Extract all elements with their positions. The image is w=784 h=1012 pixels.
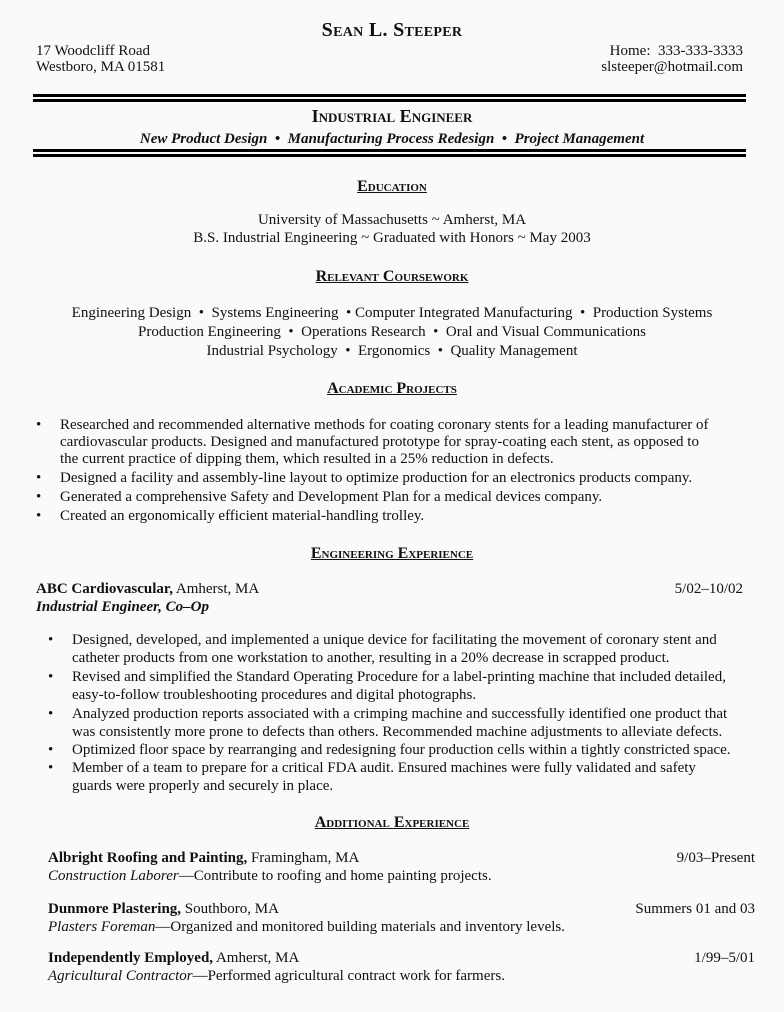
- coursework-line: Industrial Psychology • Ergonomics • Quality Management: [206, 343, 578, 359]
- location: Amherst, MA: [213, 950, 300, 966]
- dates: 5/02–10/02: [674, 581, 743, 597]
- dates: Summers 01 and 03: [635, 901, 755, 917]
- employer-line: [48, 900, 279, 918]
- coursework-line: Engineering Design • Systems Engineering • Computer Integrated Manufacturing • Production Systems: [71, 305, 713, 321]
- experience-line: Designed, developed, and implemented a unique device for facilitating the movement of coronary stent and: [72, 632, 717, 648]
- employer-line: [36, 580, 259, 598]
- phone: Home: 333-333-3333: [609, 43, 743, 59]
- description: —Contribute to roofing and home painting projects.: [178, 868, 492, 884]
- section-heading: Relevant Coursework: [315, 268, 469, 285]
- bullet-icon: •: [48, 669, 54, 685]
- dates: 1/99–5/01: [694, 950, 755, 966]
- address-line-1: 17 Woodcliff Road: [36, 43, 151, 59]
- employer-line: [48, 949, 299, 967]
- project-line: cardiovascular products. Designed and manufactured prototype for spray-coating each stent, as opposed to: [60, 434, 699, 450]
- experience-line: Optimized floor space by rearranging and redesigning four production cells within a tightly constricted space.: [72, 742, 731, 758]
- bullet-icon: •: [48, 760, 54, 776]
- experience-line: catheter products from one workstation to another, resulting in a 20% decrease in scrapped product.: [72, 650, 670, 666]
- experience-line: easy-to-follow troubleshooting procedures and digital photographs.: [72, 687, 477, 703]
- project-line: Created an ergonomically efficient material-handling trolley.: [60, 508, 425, 524]
- bullet-icon: •: [48, 706, 54, 722]
- bullet-icon: •: [36, 417, 42, 433]
- section-heading: Academic Projects: [327, 380, 457, 397]
- project-line: Designed a facility and assembly-line layout to optimize production for an electronics products company.: [60, 470, 693, 486]
- experience-line: Revised and simplified the Standard Operating Procedure for a label-printing machine that included detailed,: [72, 669, 726, 685]
- divider: [33, 149, 746, 152]
- role-line: [48, 967, 505, 985]
- project-line: Researched and recommended alternative methods for coating coronary stents for a leading manufacturer of: [60, 417, 709, 433]
- project-line: Generated a comprehensive Safety and Development Plan for a medical devices company.: [60, 489, 603, 505]
- description: —Performed agricultural contract work for farmers.: [192, 968, 505, 984]
- project-line: the current practice of dipping them, which resulted in a 25% reduction in defects.: [60, 451, 554, 467]
- bullet-icon: •: [48, 632, 54, 648]
- description: —Organized and monitored building materials and inventory levels.: [155, 919, 565, 935]
- divider: [33, 154, 746, 157]
- role: Plasters Foreman: [48, 919, 156, 935]
- section-heading: Education: [357, 178, 427, 195]
- education-line: B.S. Industrial Engineering ~ Graduated with Honors ~ May 2003: [193, 230, 591, 246]
- address-line-2: Westboro, MA 01581: [36, 59, 166, 75]
- experience-line: Analyzed production reports associated with a crimping machine and successfully identified one product that: [72, 706, 728, 722]
- divider: [33, 99, 746, 102]
- divider: [33, 94, 746, 97]
- role: Industrial Engineer, Co–Op: [36, 599, 209, 615]
- role-line: [48, 867, 492, 885]
- company: Dunmore Plastering,: [48, 901, 182, 917]
- bullet-icon: •: [36, 489, 42, 505]
- bullet-icon: •: [36, 508, 42, 524]
- experience-line: Member of a team to prepare for a critical FDA audit. Ensured machines were fully validated and safety: [72, 760, 696, 776]
- experience-line: was consistently more prone to defects than others. Recommended machine adjustments to alleviate defects.: [72, 724, 723, 740]
- location: Amherst, MA: [172, 581, 260, 597]
- section-heading: Engineering Experience: [310, 545, 474, 562]
- company: ABC Cardiovascular,: [36, 581, 173, 597]
- dates: 9/03–Present: [676, 850, 755, 866]
- role-line: [48, 918, 565, 936]
- experience-line: guards were properly and securely in place.: [72, 778, 334, 794]
- bullet-icon: •: [36, 470, 42, 486]
- job-title: Industrial Engineer: [311, 106, 473, 126]
- company: Independently Employed,: [48, 950, 214, 966]
- role: Construction Laborer: [48, 868, 179, 884]
- coursework-line: Production Engineering • Operations Research • Oral and Visual Communications: [138, 324, 646, 340]
- company: Albright Roofing and Painting,: [48, 850, 248, 866]
- specialties: New Product Design • Manufacturing Process Redesign • Project Management: [139, 131, 645, 147]
- email: slsteeper@hotmail.com: [601, 59, 743, 75]
- location: Framingham, MA: [247, 850, 360, 866]
- role: Agricultural Contractor: [48, 968, 193, 984]
- bullet-icon: •: [48, 742, 54, 758]
- section-heading: Additional Experience: [314, 814, 470, 831]
- employer-line: [48, 849, 359, 867]
- education-line: University of Massachusetts ~ Amherst, MA: [257, 212, 527, 228]
- location: Southboro, MA: [181, 901, 279, 917]
- candidate-name: Sean L. Steeper: [321, 19, 463, 41]
